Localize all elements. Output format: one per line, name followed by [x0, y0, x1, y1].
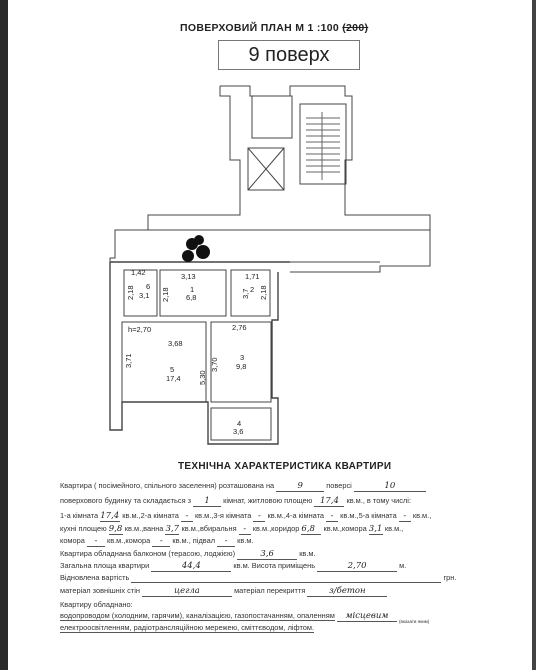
line-utilities-2: електроосвітленням, радіотрансляційною мережею, сміттєводом, ліфтом. [60, 623, 315, 632]
svg-text:2,76: 2,76 [232, 323, 247, 332]
value-floor: 9 [276, 481, 324, 492]
section-title: ТЕХНІЧНА ХАРАКТЕРИСТИКА КВАРТИРИ [178, 461, 392, 472]
svg-text:3: 3 [240, 353, 245, 362]
line-equipped: Квартиру обладнано: [60, 600, 133, 609]
svg-text:1,71: 1,71 [245, 272, 260, 281]
svg-text:2,18: 2,18 [161, 287, 170, 302]
svg-text:5: 5 [170, 365, 175, 374]
svg-text:3,6: 3,6 [233, 427, 244, 436]
svg-text:3,13: 3,13 [181, 272, 196, 281]
svg-text:2,18: 2,18 [126, 285, 135, 300]
line-total-area: Загальна площа квартири 44,4 кв.м. Висота приміщень 2,70 м. [60, 561, 407, 571]
svg-text:3,7: 3,7 [241, 288, 250, 299]
plan-title: ПОВЕРХОВИЙ ПЛАН М 1 :100 (200) [180, 22, 369, 34]
line-restored-value: Відновлена вартість грн. [60, 573, 457, 582]
svg-text:6: 6 [146, 282, 151, 291]
svg-text:2: 2 [250, 285, 255, 294]
value-rooms: 1 [193, 496, 221, 507]
line-materials: матеріал зовнішніх стін цегла матеріал перекриття з/бетон [60, 586, 387, 597]
svg-text:3,1: 3,1 [139, 291, 150, 300]
line-apartment-floor: Квартира ( посімейного, спільного заселення) розташована на 9 поверсі 10 [60, 481, 426, 492]
room-5-wall [122, 322, 206, 402]
svg-text:3,70: 3,70 [210, 357, 219, 372]
svg-text:6,8: 6,8 [186, 293, 197, 302]
svg-text:2,18: 2,18 [259, 285, 268, 300]
line-room-areas: 1-а кімната 17,4 кв.м.,2-а кімната - кв.м.,3-я кімната - кв.м.,4-а кімната - кв.м.,5-а кімната - кв.м., [60, 511, 432, 521]
value-floor-material: з/бетон [307, 586, 387, 597]
line-rooms: поверхового будинку та складається з 1 кімнат, житловою площею 17,4 кв.м., в тому числі: [60, 496, 411, 506]
floor-label: 9 поверх [248, 43, 330, 66]
value-walls: цегла [142, 586, 232, 597]
scale-struck: (200) [342, 22, 369, 34]
svg-text:1,42: 1,42 [131, 268, 146, 277]
value-balcony: 3,6 [237, 549, 297, 560]
svg-text:3,71: 3,71 [124, 353, 133, 368]
svg-text:5,30: 5,30 [198, 370, 207, 385]
svg-text:9,8: 9,8 [236, 362, 247, 371]
svg-text:h=2,70: h=2,70 [128, 325, 152, 334]
building-outline-left [110, 86, 240, 262]
line-utility-areas: кухні площею 9,8 кв.м.,ванна 3,7 кв.м.,вбиральня - кв.м.,коридор 6,8 кв.м.,комора 3,1 кв.м., [60, 524, 404, 534]
ink-blot [182, 235, 210, 262]
line-utilities: водопроводом (холодним, гарячим), каналізацією, газопостачанням, опаленням місцевим $_{(вказати яким)}$ [60, 611, 430, 624]
line-storage: комора - кв.м.,комора - кв.м., підвал - кв.м. [60, 536, 254, 546]
value-heating: місцевим [337, 611, 397, 622]
value-height: 2,70 [317, 561, 397, 572]
shaft-upper [252, 96, 292, 138]
value-total-area: 44,4 [151, 561, 231, 572]
line-balcony: Квартира обладнана балконом (терасою, лоджією) 3,6 кв.м. [60, 549, 316, 559]
svg-text:1: 1 [190, 285, 195, 294]
svg-text:3,68: 3,68 [168, 339, 183, 348]
value-living-area: 17,4 [314, 496, 344, 507]
svg-text:4: 4 [237, 419, 242, 428]
value-total-floors: 10 [354, 481, 426, 492]
svg-text:17,4: 17,4 [166, 374, 181, 383]
